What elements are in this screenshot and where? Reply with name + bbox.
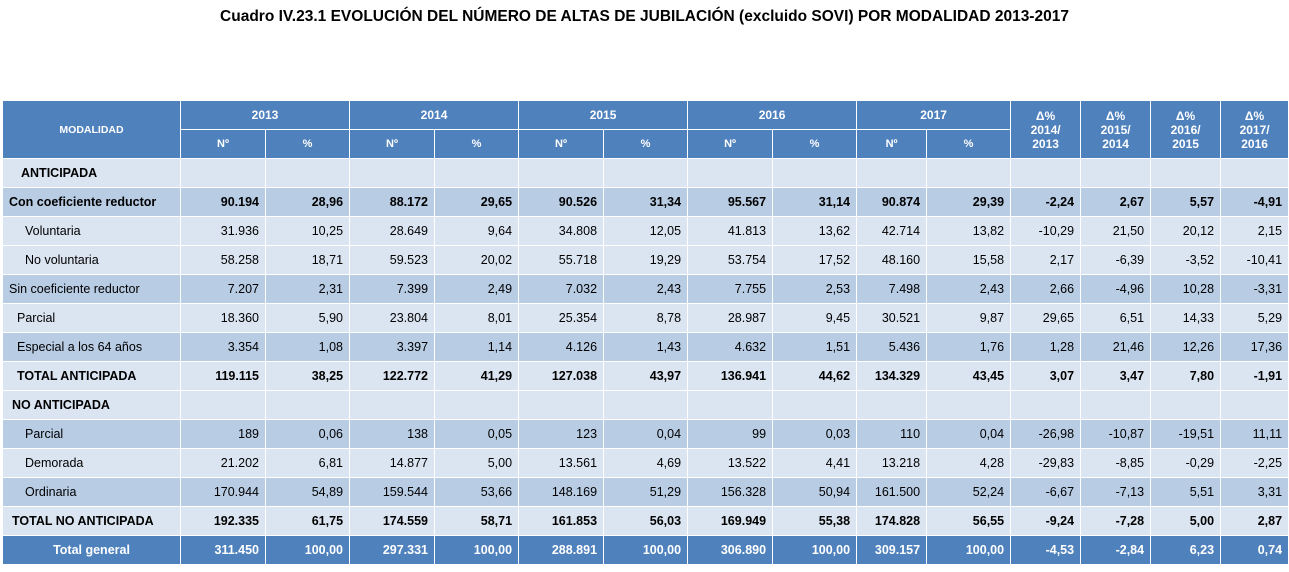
table-cell: 5,90 xyxy=(266,304,350,333)
table-cell: 17,52 xyxy=(773,246,857,275)
table-cell: 297.331 xyxy=(350,536,435,565)
table-row xyxy=(3,304,1289,333)
table-cell: 138 xyxy=(350,420,435,449)
table-cell: 34.808 xyxy=(519,217,604,246)
table-cell: 90.874 xyxy=(857,188,927,217)
table-cell: 53.754 xyxy=(688,246,773,275)
table-cell: -8,85 xyxy=(1081,449,1151,478)
table-cell: 13.561 xyxy=(519,449,604,478)
table-cell: 88.172 xyxy=(350,188,435,217)
row-label: Con coeficiente reductor xyxy=(3,188,181,217)
table-cell: 6,23 xyxy=(1151,536,1221,565)
table-cell: 0,04 xyxy=(604,420,688,449)
row-label: Parcial xyxy=(3,420,181,449)
table-row xyxy=(3,188,1289,217)
header-delta-2017-2016: Δ% 2017/ 2016 xyxy=(1221,101,1289,159)
header-n-2013: Nº xyxy=(181,130,266,159)
row-label: TOTAL ANTICIPADA xyxy=(3,362,181,391)
table-cell: -19,51 xyxy=(1151,420,1221,449)
table-cell: 5.436 xyxy=(857,333,927,362)
table-cell: 41.813 xyxy=(688,217,773,246)
table-cell: 38,25 xyxy=(266,362,350,391)
table-cell: 309.157 xyxy=(857,536,927,565)
table-cell: 28,96 xyxy=(266,188,350,217)
table-cell: 7.207 xyxy=(181,275,266,304)
table-cell: 2,31 xyxy=(266,275,350,304)
header-year-2016: 2016 xyxy=(688,101,857,130)
row-label: Total general xyxy=(3,536,181,565)
table-cell: 53,66 xyxy=(435,478,519,507)
header-year-2013: 2013 xyxy=(181,101,350,130)
table-cell: 23.804 xyxy=(350,304,435,333)
header-modalidad: MODALIDAD xyxy=(3,101,181,159)
table-cell: 0,06 xyxy=(266,420,350,449)
table-cell: 6,81 xyxy=(266,449,350,478)
header-pct-2016: % xyxy=(773,130,857,159)
table-cell xyxy=(927,391,1011,420)
table-cell: 6,51 xyxy=(1081,304,1151,333)
table-row xyxy=(3,449,1289,478)
table-cell: 10,28 xyxy=(1151,275,1221,304)
table-cell: 21.202 xyxy=(181,449,266,478)
table-cell: 7.399 xyxy=(350,275,435,304)
table-cell xyxy=(857,391,927,420)
table-cell xyxy=(519,159,604,188)
table-cell: 2,49 xyxy=(435,275,519,304)
table-cell xyxy=(927,159,1011,188)
table-cell: 43,97 xyxy=(604,362,688,391)
table-cell: 18,71 xyxy=(266,246,350,275)
table-cell: 5,51 xyxy=(1151,478,1221,507)
table-cell: 4,41 xyxy=(773,449,857,478)
table-cell: 0,03 xyxy=(773,420,857,449)
table-cell: 12,05 xyxy=(604,217,688,246)
table-cell: -10,87 xyxy=(1081,420,1151,449)
table-cell: 44,62 xyxy=(773,362,857,391)
table-cell: 306.890 xyxy=(688,536,773,565)
table-cell: -4,91 xyxy=(1221,188,1289,217)
header-pct-2014: % xyxy=(435,130,519,159)
table-cell xyxy=(350,159,435,188)
table-cell xyxy=(604,391,688,420)
table-cell: 192.335 xyxy=(181,507,266,536)
header-delta-2016-2015: Δ% 2016/ 2015 xyxy=(1151,101,1221,159)
table-cell: -7,13 xyxy=(1081,478,1151,507)
table-cell: -6,67 xyxy=(1011,478,1081,507)
row-label: Demorada xyxy=(3,449,181,478)
table-cell: 136.941 xyxy=(688,362,773,391)
table-cell: 4,69 xyxy=(604,449,688,478)
header-row-years xyxy=(3,101,1289,130)
table-cell: 100,00 xyxy=(604,536,688,565)
table-cell xyxy=(1151,159,1221,188)
table-cell: 1,43 xyxy=(604,333,688,362)
table-row xyxy=(3,333,1289,362)
header-delta-2014-2013: Δ% 2014/ 2013 xyxy=(1011,101,1081,159)
table-cell: 43,45 xyxy=(927,362,1011,391)
table-cell xyxy=(435,159,519,188)
table-cell: 2,15 xyxy=(1221,217,1289,246)
table-cell: -9,24 xyxy=(1011,507,1081,536)
table-cell: 13.218 xyxy=(857,449,927,478)
table-cell: 189 xyxy=(181,420,266,449)
table-cell xyxy=(181,391,266,420)
row-label: Sin coeficiente reductor xyxy=(3,275,181,304)
table-cell: 119.115 xyxy=(181,362,266,391)
table-row xyxy=(3,391,1289,420)
table-cell: 51,29 xyxy=(604,478,688,507)
table-cell: 13,62 xyxy=(773,217,857,246)
table-cell: 4.126 xyxy=(519,333,604,362)
table-cell: 56,55 xyxy=(927,507,1011,536)
row-label: Especial a los 64 años xyxy=(3,333,181,362)
table-cell: 58.258 xyxy=(181,246,266,275)
table-cell: 5,57 xyxy=(1151,188,1221,217)
table-cell xyxy=(435,391,519,420)
table-cell: -10,29 xyxy=(1011,217,1081,246)
row-label: NO ANTICIPADA xyxy=(3,391,181,420)
table-cell: 1,08 xyxy=(266,333,350,362)
table-cell: 29,65 xyxy=(435,188,519,217)
table-row xyxy=(3,420,1289,449)
table-cell: 2,53 xyxy=(773,275,857,304)
table-cell: 7,80 xyxy=(1151,362,1221,391)
table-cell: 11,11 xyxy=(1221,420,1289,449)
table-cell: 14,33 xyxy=(1151,304,1221,333)
table-cell: 29,65 xyxy=(1011,304,1081,333)
table-cell: 14.877 xyxy=(350,449,435,478)
table-cell xyxy=(688,159,773,188)
header-n-2016: Nº xyxy=(688,130,773,159)
table-cell: 0,04 xyxy=(927,420,1011,449)
header-pct-2015: % xyxy=(604,130,688,159)
table-cell: 174.559 xyxy=(350,507,435,536)
table-cell: 30.521 xyxy=(857,304,927,333)
table-row xyxy=(3,478,1289,507)
row-label: TOTAL NO ANTICIPADA xyxy=(3,507,181,536)
table-cell: 54,89 xyxy=(266,478,350,507)
table-cell: 13,82 xyxy=(927,217,1011,246)
table-cell: 161.853 xyxy=(519,507,604,536)
header-year-2014: 2014 xyxy=(350,101,519,130)
table-cell: 288.891 xyxy=(519,536,604,565)
table-cell: 90.526 xyxy=(519,188,604,217)
table-cell: -2,24 xyxy=(1011,188,1081,217)
table-cell: 9,87 xyxy=(927,304,1011,333)
table-cell: 20,12 xyxy=(1151,217,1221,246)
table-cell: 122.772 xyxy=(350,362,435,391)
table-cell: 5,29 xyxy=(1221,304,1289,333)
table-row xyxy=(3,507,1289,536)
table-cell: 7.755 xyxy=(688,275,773,304)
table-cell: -0,29 xyxy=(1151,449,1221,478)
table-cell: -6,39 xyxy=(1081,246,1151,275)
table-cell: 1,14 xyxy=(435,333,519,362)
table-cell: 42.714 xyxy=(857,217,927,246)
table-cell xyxy=(1151,391,1221,420)
table-cell: 55,38 xyxy=(773,507,857,536)
table-cell: 90.194 xyxy=(181,188,266,217)
table-cell: -26,98 xyxy=(1011,420,1081,449)
table-cell: 123 xyxy=(519,420,604,449)
table-cell: 127.038 xyxy=(519,362,604,391)
table-cell: 174.828 xyxy=(857,507,927,536)
table-cell: 99 xyxy=(688,420,773,449)
table-cell: 56,03 xyxy=(604,507,688,536)
table-cell: -4,96 xyxy=(1081,275,1151,304)
table-cell xyxy=(181,159,266,188)
table-cell: 100,00 xyxy=(266,536,350,565)
header-n-2015: Nº xyxy=(519,130,604,159)
table-cell: 28.987 xyxy=(688,304,773,333)
table-cell: 2,43 xyxy=(927,275,1011,304)
table-cell xyxy=(604,159,688,188)
table-row xyxy=(3,246,1289,275)
table-cell: -3,52 xyxy=(1151,246,1221,275)
table-cell: 0,74 xyxy=(1221,536,1289,565)
table-cell: 3,07 xyxy=(1011,362,1081,391)
table-cell: 3,47 xyxy=(1081,362,1151,391)
table-cell: 19,29 xyxy=(604,246,688,275)
table-cell: 28.649 xyxy=(350,217,435,246)
table-cell: 52,24 xyxy=(927,478,1011,507)
table-cell xyxy=(688,391,773,420)
table-cell: 48.160 xyxy=(857,246,927,275)
table-cell: 0,05 xyxy=(435,420,519,449)
table-cell: 58,71 xyxy=(435,507,519,536)
table-cell: -1,91 xyxy=(1221,362,1289,391)
table-row xyxy=(3,275,1289,304)
table-cell: 100,00 xyxy=(927,536,1011,565)
table-cell: 134.329 xyxy=(857,362,927,391)
table-cell xyxy=(1221,159,1289,188)
table-cell: 100,00 xyxy=(435,536,519,565)
table-row xyxy=(3,217,1289,246)
table-cell: 31,14 xyxy=(773,188,857,217)
table-cell: -3,31 xyxy=(1221,275,1289,304)
table-cell: -2,84 xyxy=(1081,536,1151,565)
table-cell xyxy=(350,391,435,420)
table-cell: 170.944 xyxy=(181,478,266,507)
table-cell xyxy=(773,391,857,420)
row-label: Parcial xyxy=(3,304,181,333)
table-cell: 8,01 xyxy=(435,304,519,333)
table-cell: -10,41 xyxy=(1221,246,1289,275)
header-n-2017: Nº xyxy=(857,130,927,159)
table-cell: 2,17 xyxy=(1011,246,1081,275)
table-cell: 29,39 xyxy=(927,188,1011,217)
table-cell xyxy=(1081,159,1151,188)
table-cell: 110 xyxy=(857,420,927,449)
table-cell: 55.718 xyxy=(519,246,604,275)
header-year-2017: 2017 xyxy=(857,101,1011,130)
table-cell: 1,51 xyxy=(773,333,857,362)
table-cell: 100,00 xyxy=(773,536,857,565)
table-cell: 13.522 xyxy=(688,449,773,478)
table-cell: 161.500 xyxy=(857,478,927,507)
table-cell: 156.328 xyxy=(688,478,773,507)
row-label: Ordinaria xyxy=(3,478,181,507)
table-cell: 61,75 xyxy=(266,507,350,536)
table-cell: 3,31 xyxy=(1221,478,1289,507)
table-cell xyxy=(1011,159,1081,188)
table-cell: 10,25 xyxy=(266,217,350,246)
table-cell: 17,36 xyxy=(1221,333,1289,362)
table-cell xyxy=(1011,391,1081,420)
table-cell: 8,78 xyxy=(604,304,688,333)
table-cell: -4,53 xyxy=(1011,536,1081,565)
table-cell: 159.544 xyxy=(350,478,435,507)
table-cell: 5,00 xyxy=(435,449,519,478)
table-cell xyxy=(519,391,604,420)
header-pct-2013: % xyxy=(266,130,350,159)
table-cell: 18.360 xyxy=(181,304,266,333)
table-title: Cuadro IV.23.1 EVOLUCIÓN DEL NÚMERO DE ALTAS DE JUBILACIÓN (excluido SOVI) POR MODALIDAD 2013-2017 xyxy=(220,8,1069,25)
table-cell xyxy=(857,159,927,188)
table-cell: 4,28 xyxy=(927,449,1011,478)
table-cell: 1,76 xyxy=(927,333,1011,362)
row-label: ANTICIPADA xyxy=(3,159,181,188)
table-cell: 2,66 xyxy=(1011,275,1081,304)
table-cell xyxy=(1221,391,1289,420)
table-cell: 25.354 xyxy=(519,304,604,333)
table-cell xyxy=(773,159,857,188)
table-cell: 2,43 xyxy=(604,275,688,304)
table-cell: 7.498 xyxy=(857,275,927,304)
table-cell: 12,26 xyxy=(1151,333,1221,362)
header-year-2015: 2015 xyxy=(519,101,688,130)
table-row-total-general xyxy=(3,536,1289,565)
table-cell: 15,58 xyxy=(927,246,1011,275)
row-label: No voluntaria xyxy=(3,246,181,275)
table-cell: 148.169 xyxy=(519,478,604,507)
table-cell: 20,02 xyxy=(435,246,519,275)
table-cell xyxy=(266,159,350,188)
table-cell: -2,25 xyxy=(1221,449,1289,478)
table-row xyxy=(3,159,1289,188)
table-cell: 4.632 xyxy=(688,333,773,362)
table-cell: 31.936 xyxy=(181,217,266,246)
table-cell xyxy=(266,391,350,420)
table-cell: 21,50 xyxy=(1081,217,1151,246)
table-cell: 2,87 xyxy=(1221,507,1289,536)
table-cell: 59.523 xyxy=(350,246,435,275)
row-label: Voluntaria xyxy=(3,217,181,246)
table-cell: 41,29 xyxy=(435,362,519,391)
table-cell: 7.032 xyxy=(519,275,604,304)
table-cell: 21,46 xyxy=(1081,333,1151,362)
table-cell: 169.949 xyxy=(688,507,773,536)
table-cell: 50,94 xyxy=(773,478,857,507)
header-delta-2015-2014: Δ% 2015/ 2014 xyxy=(1081,101,1151,159)
table-cell: 3.397 xyxy=(350,333,435,362)
table-cell xyxy=(1081,391,1151,420)
table-cell: 31,34 xyxy=(604,188,688,217)
table-cell: 311.450 xyxy=(181,536,266,565)
table-cell: 5,00 xyxy=(1151,507,1221,536)
table-cell: -29,83 xyxy=(1011,449,1081,478)
table-cell: 9,45 xyxy=(773,304,857,333)
table-cell: -7,28 xyxy=(1081,507,1151,536)
table-cell: 95.567 xyxy=(688,188,773,217)
altas-jubilacion-table xyxy=(2,100,1289,565)
header-n-2014: Nº xyxy=(350,130,435,159)
table-cell: 3.354 xyxy=(181,333,266,362)
header-pct-2017: % xyxy=(927,130,1011,159)
table-row xyxy=(3,362,1289,391)
table-cell: 1,28 xyxy=(1011,333,1081,362)
table-cell: 9,64 xyxy=(435,217,519,246)
table-cell: 2,67 xyxy=(1081,188,1151,217)
